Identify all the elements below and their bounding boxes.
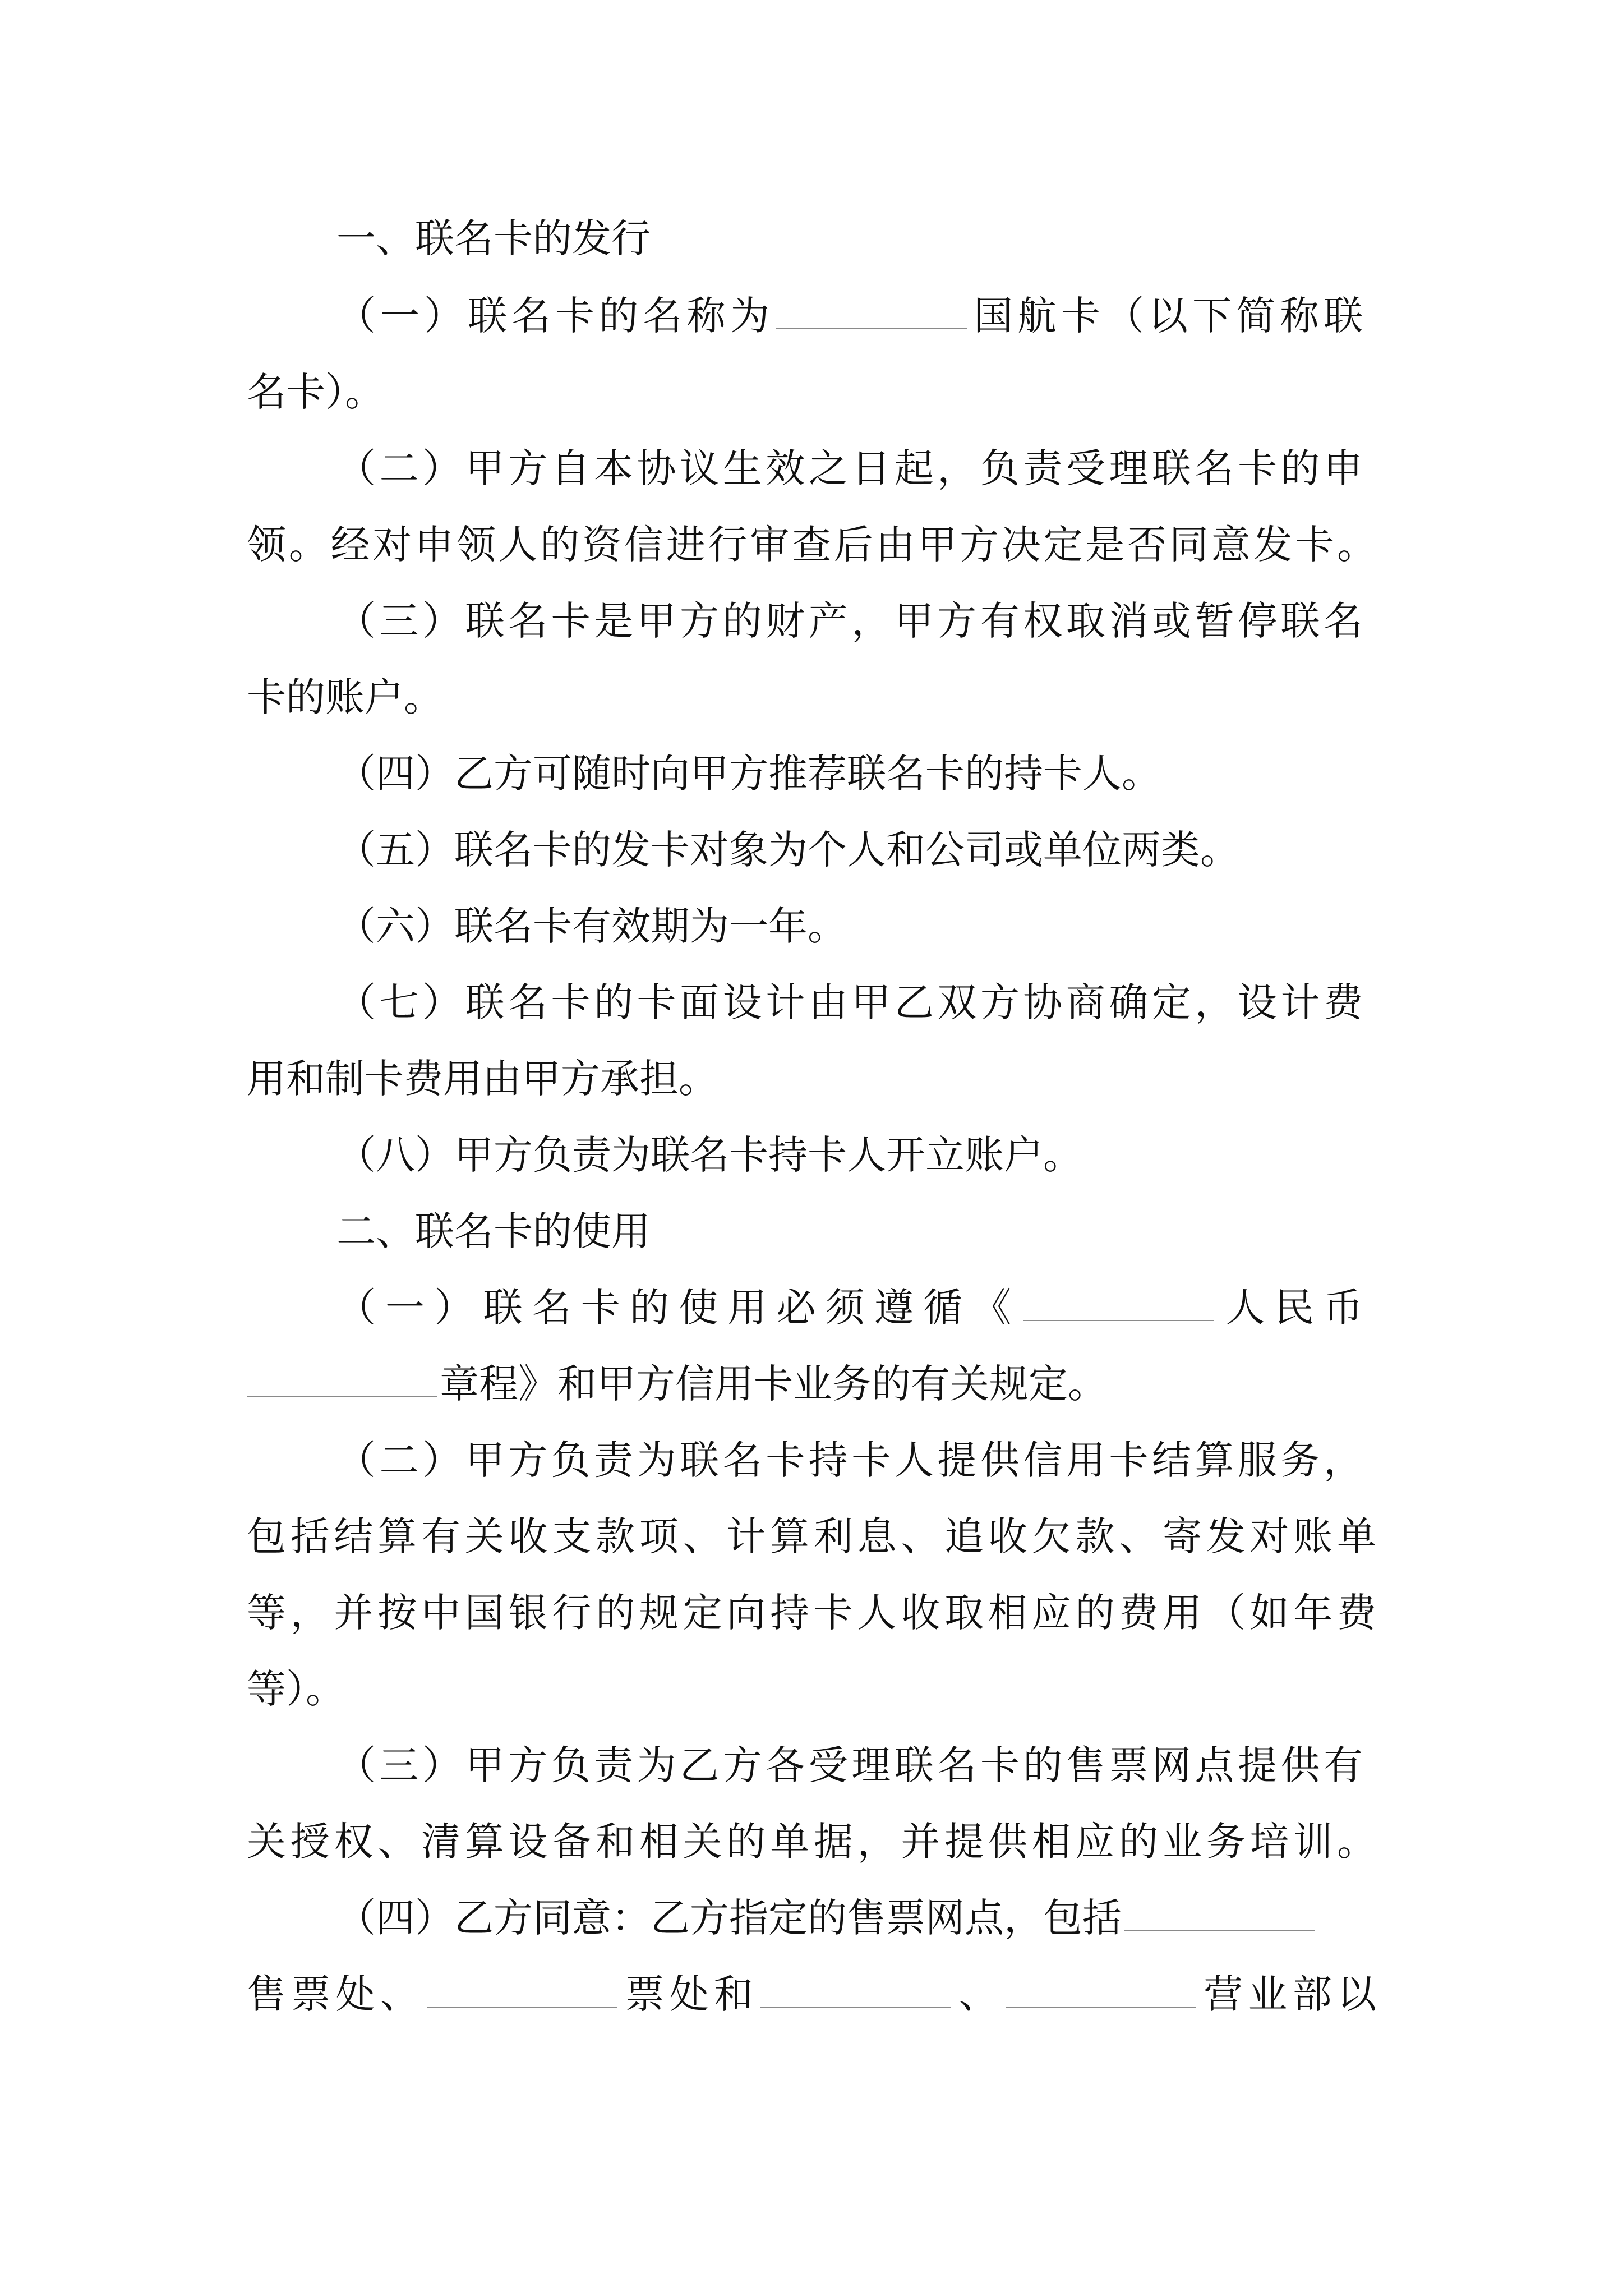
paragraph-line [336,972,1363,1033]
paragraph-line [336,895,847,957]
text-segment: 包括结算有关收支款项、计算利息、追收欠款、寄发对账单 [247,1513,1376,1559]
text-segment: （七）联名卡的卡面设计由甲乙双方协商确定，设计费 [336,979,1363,1025]
text-segment: 领。经对申领人的资信进行审查后由甲方决定是否同意发卡。 [247,522,1376,568]
paragraph-line [336,1277,1363,1338]
blank-field [760,1973,951,2008]
text-segment: 章程》和甲方信用卡业务的有关规定。 [440,1361,1107,1407]
text-segment: 一、联名卡的发行 [336,215,651,261]
text-segment: 国航卡（以下简称联 [969,293,1363,339]
text-segment: 用和制卡费用由甲方承担。 [247,1056,718,1102]
text-segment: 卡的账户。 [247,674,443,720]
paragraph-line [247,514,1376,576]
section-heading [336,1200,651,1262]
paragraph-line [247,1658,345,1720]
section-heading [336,208,651,269]
text-segment: 名卡）。 [247,369,384,415]
paragraph-line [247,1811,1376,1872]
paragraph-line [336,743,1161,804]
text-segment: （五）联名卡的发卡对象为个人和公司或单位两类。 [336,827,1239,873]
paragraph-line [336,1887,1317,1949]
text-segment: （二）甲方自本协议生效之日起，负责受理联名卡的申 [336,445,1363,491]
paragraph-line [247,1582,1376,1644]
text-segment: （一）联名卡的名称为 [336,293,774,339]
blank-field [776,295,967,329]
paragraph-line [336,590,1363,652]
text-segment: 营业部以 [1198,1971,1377,2017]
paragraph-line [247,1353,1107,1415]
text-segment: （六）联名卡有效期为一年。 [336,903,847,949]
paragraph-line [247,1506,1376,1567]
text-segment: （八）甲方负责为联名卡持卡人开立账户。 [336,1132,1082,1178]
paragraph-line [336,438,1363,499]
blank-field [1023,1286,1214,1321]
text-segment: （二）甲方负责为联名卡持卡人提供信用卡结算服务， [336,1437,1363,1483]
text-segment: （四）乙方可随时向甲方推荐联名卡的持卡人。 [336,751,1161,797]
paragraph-line [247,1963,1376,2025]
text-segment: （三）甲方负责为乙方各受理联名卡的售票网点提供有 [336,1742,1363,1788]
text-segment: 人民币 [1216,1285,1363,1331]
text-segment: 等）。 [247,1666,345,1712]
paragraph-line [247,1048,718,1110]
paragraph-line [247,666,443,728]
text-segment: 售票处、 [247,1971,425,2017]
paragraph-line [336,1429,1363,1491]
paragraph-line [336,1124,1082,1186]
text-segment: （四）乙方同意：乙方指定的售票网点，包括 [336,1895,1122,1941]
text-segment: 、 [953,1971,1003,2017]
blank-field [1006,1973,1196,2008]
text-segment: 关授权、清算设备和相关的单据，并提供相应的业务培训。 [247,1819,1376,1865]
paragraph-line [336,1734,1363,1796]
text-segment: 票处和 [620,1971,759,2017]
text-segment: （三）联名卡是甲方的财产，甲方有权取消或暂停联名 [336,598,1363,644]
blank-field [247,1363,437,1397]
blank-field [1124,1897,1315,1931]
paragraph-line [336,819,1239,881]
text-segment: 二、联名卡的使用 [336,1208,651,1254]
blank-field [427,1973,617,2008]
paragraph-line [247,361,384,423]
text-segment: 等，并按中国银行的规定向持卡人收取相应的费用（如年费 [247,1590,1376,1636]
paragraph-line [336,285,1363,347]
text-segment: （一）联名卡的使用必须遵循《 [336,1285,1021,1331]
